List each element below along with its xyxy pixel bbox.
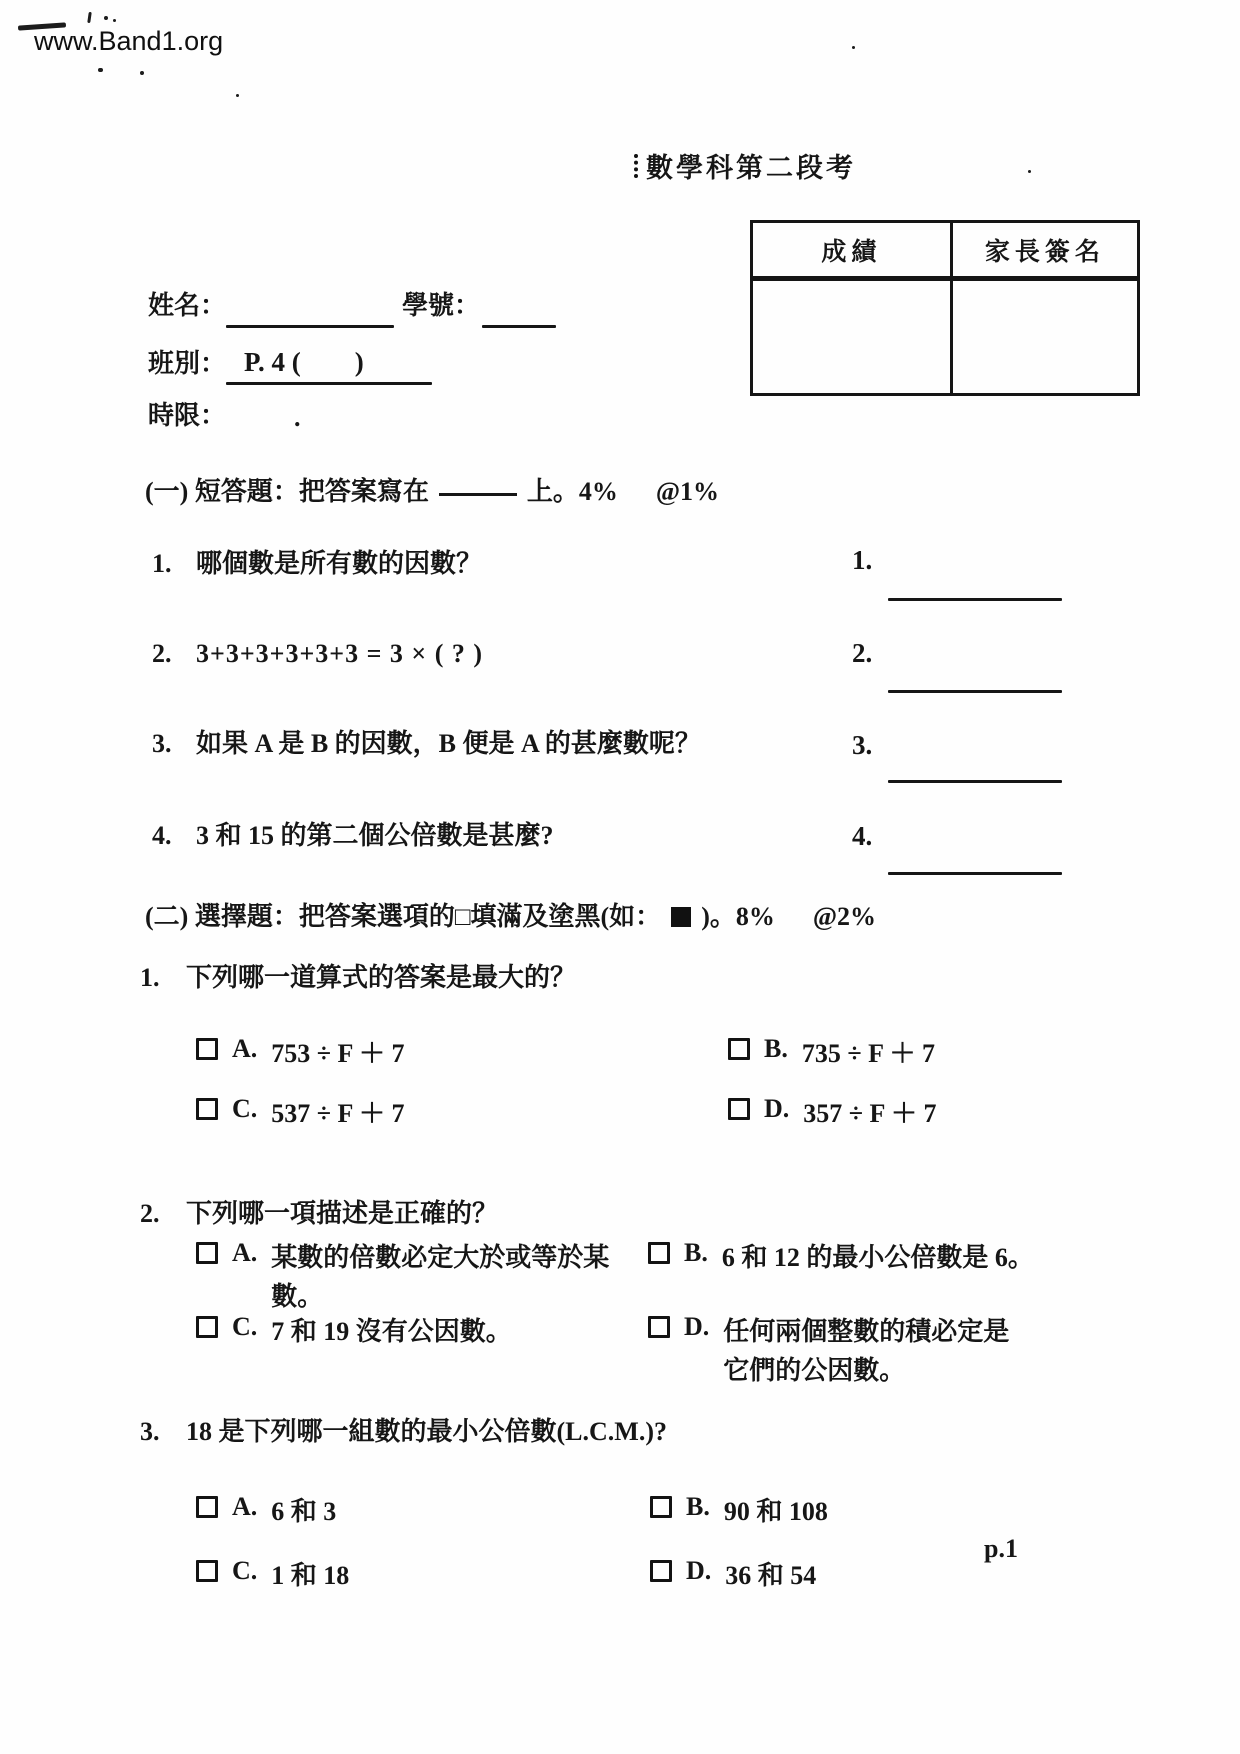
s1-q1-text: 哪個數是所有數的因數？ bbox=[196, 549, 483, 578]
page-number: p.1 bbox=[984, 1534, 1018, 1563]
section2-heading-lead: (二) 選擇題：把答案選項的□填滿及塗黑(如： bbox=[145, 902, 662, 931]
time-limit-value: . bbox=[294, 403, 301, 432]
mc3-option-c-checkbox[interactable] bbox=[196, 1560, 218, 1582]
mc3-option-b bbox=[650, 1492, 828, 1531]
watermark: www.Band1.org bbox=[34, 26, 224, 56]
option-text: 90 和 108 bbox=[723, 1497, 828, 1526]
section1-heading-blank bbox=[439, 493, 517, 496]
class-label: 班別： bbox=[148, 349, 227, 378]
option-text: 任何兩個整數的積必定是 bbox=[723, 1317, 1010, 1346]
title-mark-icon bbox=[634, 154, 638, 178]
section1-heading bbox=[145, 476, 719, 509]
signature-header-label: 家長簽名 bbox=[984, 238, 1105, 266]
mc2-text: 下列哪一項描述是正確的？ bbox=[186, 1199, 499, 1228]
class-value: P. 4 ( ) bbox=[244, 347, 364, 377]
option-label: D. bbox=[684, 1312, 710, 1341]
scan-noise bbox=[87, 12, 92, 23]
student-no-blank[interactable] bbox=[482, 325, 556, 328]
answer-2-blank[interactable] bbox=[888, 690, 1062, 693]
option-label: D. bbox=[764, 1094, 790, 1123]
class-blank[interactable] bbox=[226, 382, 432, 385]
section2-heading-rate: @2% bbox=[812, 902, 877, 931]
option-text: 某數的倍數必定大於或等於某 bbox=[271, 1243, 610, 1272]
mc1-option-c bbox=[196, 1094, 404, 1133]
option-text: 6 和 3 bbox=[271, 1497, 337, 1526]
mc1-text: 下列哪一道算式的答案是最大的？ bbox=[186, 963, 577, 992]
mc1-option-b-checkbox[interactable] bbox=[728, 1038, 750, 1060]
score-header-label: 成績 bbox=[821, 238, 882, 266]
s1-q1-number: 1. bbox=[152, 549, 172, 578]
option-text-line2: 它們的公因數。 bbox=[723, 1356, 906, 1385]
s1-q4-number: 4. bbox=[152, 821, 172, 850]
s1-q3-number: 3. bbox=[152, 729, 172, 758]
mc3-option-d-checkbox[interactable] bbox=[650, 1560, 672, 1582]
mc1-option-d-checkbox[interactable] bbox=[728, 1098, 750, 1120]
mc2-option-c-checkbox[interactable] bbox=[196, 1316, 218, 1338]
scan-noise bbox=[104, 16, 108, 20]
s1-q3-text: 如果 A 是 B 的因數，B 便是 A 的甚麼數呢？ bbox=[196, 729, 701, 758]
option-text: 735 ÷ F ＋ 7 bbox=[801, 1039, 936, 1068]
signature-input-cell[interactable] bbox=[953, 281, 1137, 393]
mc2-number: 2. bbox=[140, 1199, 160, 1228]
answer-1-blank[interactable] bbox=[888, 598, 1062, 601]
option-text: 357 ÷ F ＋ 7 bbox=[803, 1099, 937, 1128]
mc2-option-b-checkbox[interactable] bbox=[648, 1242, 670, 1264]
scan-noise bbox=[113, 19, 116, 22]
option-label: C. bbox=[232, 1094, 258, 1123]
option-text: 753 ÷ F ＋ 7 bbox=[271, 1039, 405, 1068]
option-label: D. bbox=[686, 1556, 712, 1585]
answer-3-blank[interactable] bbox=[888, 780, 1062, 783]
answer-4-blank[interactable] bbox=[888, 872, 1062, 875]
mc1-option-c-checkbox[interactable] bbox=[196, 1098, 218, 1120]
answer-3-number: 3. bbox=[852, 730, 873, 760]
answer-1-number: 1. bbox=[852, 545, 873, 575]
option-label: C. bbox=[232, 1312, 258, 1341]
option-label: B. bbox=[684, 1238, 708, 1267]
section1-heading-lead: (一) 短答題：把答案寫在 bbox=[145, 477, 429, 506]
scan-noise bbox=[140, 71, 144, 75]
section2-heading bbox=[145, 901, 876, 934]
mc1-option-b bbox=[728, 1034, 935, 1073]
option-text: 7 和 19 沒有公因數。 bbox=[271, 1317, 512, 1346]
score-table-header bbox=[753, 223, 1137, 281]
section1-heading-rate: @1% bbox=[655, 477, 720, 506]
mc2-option-a-checkbox[interactable] bbox=[196, 1242, 218, 1264]
mc2-option-d-checkbox[interactable] bbox=[648, 1316, 670, 1338]
mc2-option-c bbox=[196, 1312, 512, 1351]
answer-4-number: 4. bbox=[852, 821, 873, 851]
option-label: B. bbox=[686, 1492, 710, 1521]
scan-noise bbox=[236, 94, 239, 97]
time-limit-label: 時限： bbox=[148, 401, 227, 430]
mc2-option-d bbox=[648, 1312, 1009, 1390]
score-table bbox=[750, 220, 1140, 396]
mc3-option-d bbox=[650, 1556, 816, 1595]
mc3-option-b-checkbox[interactable] bbox=[650, 1496, 672, 1518]
section1-heading-tail: 上。4% bbox=[526, 477, 618, 506]
mc1-option-a-checkbox[interactable] bbox=[196, 1038, 218, 1060]
mc2-option-a bbox=[196, 1238, 609, 1316]
option-text: 6 和 12 的最小公倍數是 6。 bbox=[721, 1243, 1034, 1272]
option-text: 537 ÷ F ＋ 7 bbox=[271, 1099, 405, 1128]
option-label: A. bbox=[232, 1034, 258, 1063]
mc1-option-a bbox=[196, 1034, 404, 1073]
scan-noise bbox=[1028, 170, 1031, 173]
answer-2-number: 2. bbox=[852, 638, 873, 668]
filled-square-example-icon bbox=[671, 907, 691, 927]
option-text: 1 和 18 bbox=[271, 1561, 350, 1590]
option-label: A. bbox=[232, 1492, 258, 1521]
mc3-option-a-checkbox[interactable] bbox=[196, 1496, 218, 1518]
exam-title-text: 數學科第二段考 bbox=[646, 153, 856, 183]
option-label: A. bbox=[232, 1238, 258, 1267]
s1-q2-number: 2. bbox=[152, 639, 172, 668]
mc3-text: 18 是下列哪一組數的最小公倍數(L.C.M.)? bbox=[186, 1417, 667, 1446]
scan-noise bbox=[98, 68, 103, 72]
option-text: 36 和 54 bbox=[725, 1561, 817, 1590]
s1-q4-text: 3 和 15 的第二個公倍數是甚麼? bbox=[196, 821, 554, 850]
mc1-number: 1. bbox=[140, 963, 160, 992]
mc3-option-a bbox=[196, 1492, 336, 1531]
section2-heading-tail: )。8% bbox=[701, 902, 775, 931]
mc1-option-d bbox=[728, 1094, 936, 1133]
name-blank[interactable] bbox=[226, 325, 394, 328]
mc2-option-b bbox=[648, 1238, 1034, 1277]
option-label: C. bbox=[232, 1556, 258, 1585]
option-text-line2: 數。 bbox=[271, 1282, 324, 1311]
scan-noise bbox=[852, 46, 855, 49]
option-label: B. bbox=[764, 1034, 788, 1063]
mc3-number: 3. bbox=[140, 1417, 160, 1446]
exam-title bbox=[634, 146, 856, 185]
student-no-label: 學號： bbox=[402, 291, 481, 320]
name-label: 姓名： bbox=[148, 291, 227, 320]
score-input-cell[interactable] bbox=[753, 281, 953, 393]
s1-q2-text: 3+3+3+3+3+3 = 3 × ( ? ) bbox=[196, 639, 484, 668]
mc3-option-c bbox=[196, 1556, 349, 1595]
